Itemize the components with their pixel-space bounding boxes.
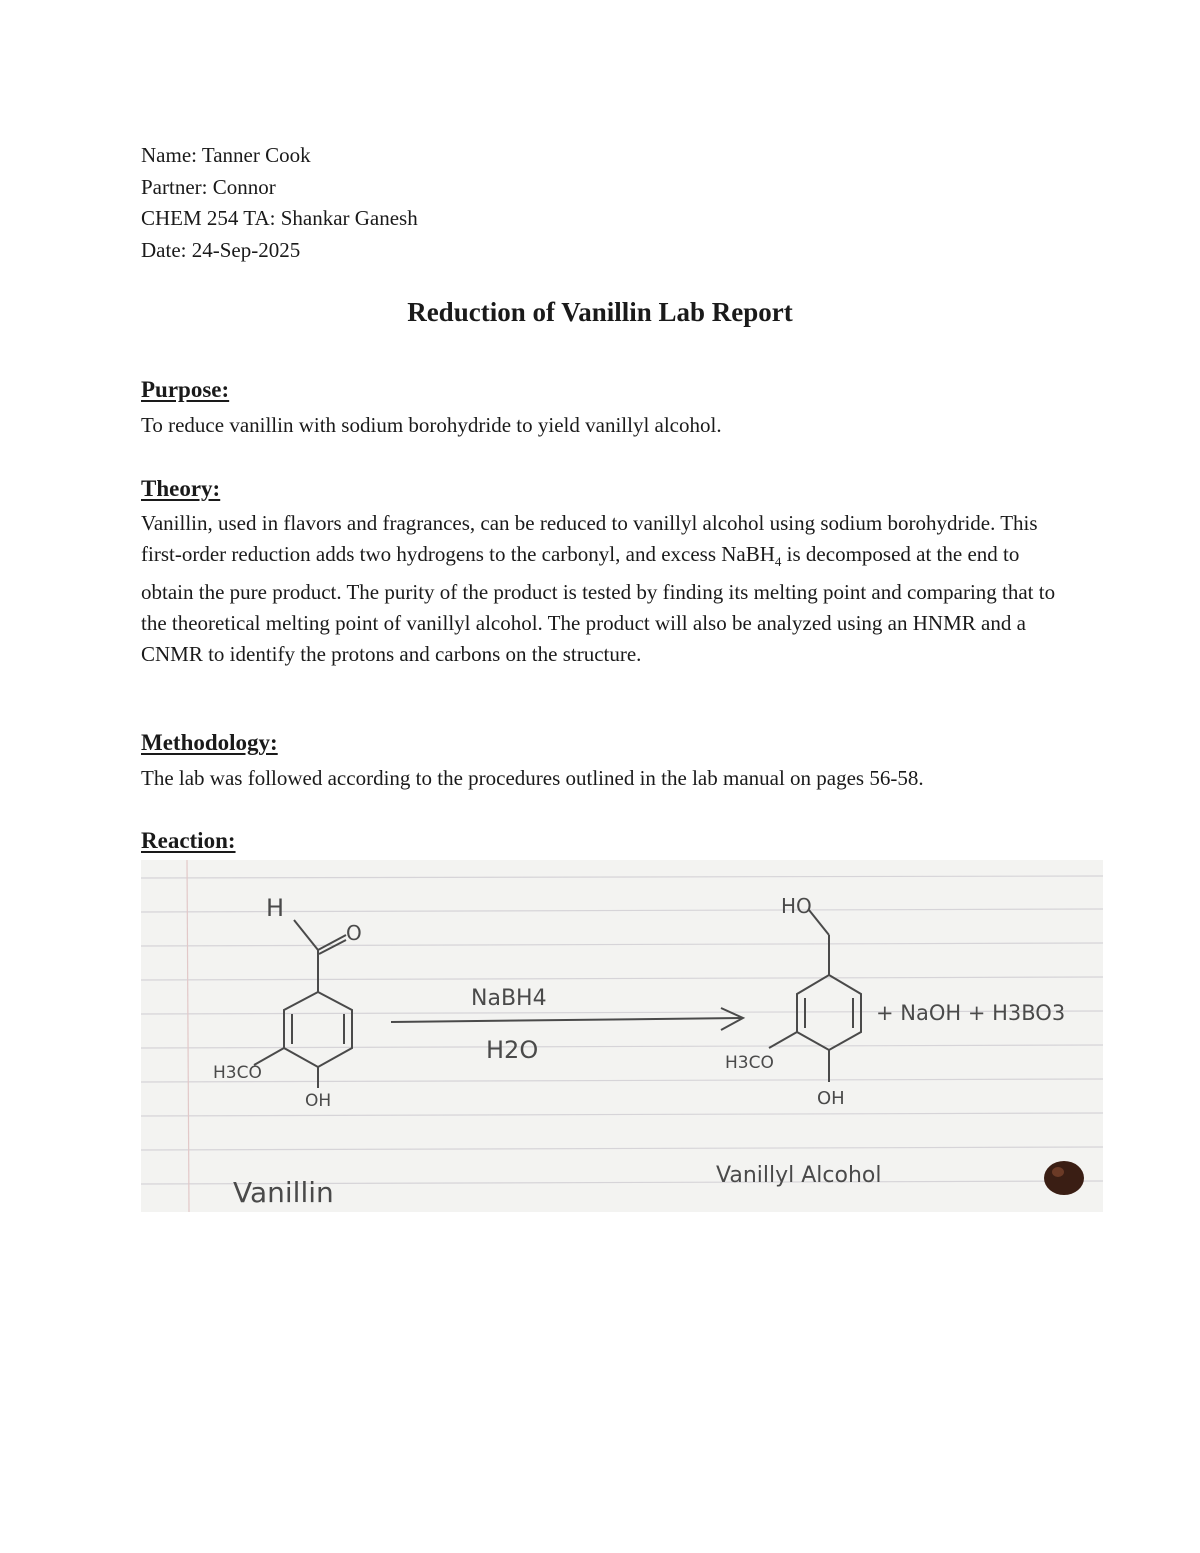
paper-spot-highlight — [1052, 1167, 1064, 1177]
partner-name: Partner: Connor — [141, 174, 276, 199]
reagent-top: NaBH4 — [471, 986, 547, 1011]
vanillin-o-label: O — [346, 921, 362, 945]
header-info — [141, 140, 418, 266]
product-methoxy-label: H3CO — [725, 1053, 774, 1073]
course-ta: CHEM 254 TA: Shankar Ganesh — [141, 206, 418, 230]
student-name: Name: Tanner Cook — [141, 143, 311, 167]
vanillin-methoxy-label: H3CO — [213, 1063, 262, 1083]
reaction-arrow — [391, 1008, 743, 1030]
theory-text-part-b: is decomposed at the end to obtain the pure product. The purity of the product is tested by finding its melting point and comparing that to the theoretical melting point of vanillyl alcohol. The product will also be analyzed using an HNMR and a CNMR to identify the protons and carbons on the structure. — [141, 542, 1056, 667]
methodology-text: The lab was followed according to the procedures outlined in the lab manual on pages 56-58. — [141, 766, 924, 790]
byproducts: + NaOH + H3BO3 — [876, 1001, 1066, 1025]
vanillin-h-label: H — [266, 894, 285, 922]
theory-heading: Theory: — [141, 476, 221, 501]
vanillin-name: Vanillin — [233, 1176, 334, 1209]
purpose-heading: Purpose: — [141, 377, 230, 402]
ruled-lines — [141, 876, 1103, 1184]
product-hydroxyl-top-label: HO — [781, 894, 812, 918]
reaction-scheme — [141, 860, 1103, 1212]
theory-subscript: 4 — [774, 554, 782, 570]
reaction-heading: Reaction: — [141, 828, 236, 853]
theory-text — [141, 508, 1071, 670]
paper-spot — [1044, 1161, 1084, 1195]
reagent-bottom: H2O — [486, 1036, 539, 1064]
vanillyl-alcohol-name: Vanillyl Alcohol — [716, 1163, 882, 1188]
vanillin-hydroxyl-label: OH — [305, 1091, 332, 1111]
methodology-heading: Methodology: — [141, 730, 278, 755]
purpose-text: To reduce vanillin with sodium borohydride to yield vanillyl alcohol. — [141, 413, 722, 437]
vanillyl-alcohol-structure — [769, 910, 861, 1082]
theory-text-part-a: Vanillin, used in flavors and fragrances, can be reduced to vanillyl alcohol using sodium borohydride. This first-order reduction adds two hydrogens to the carbonyl, and excess NaBH — [141, 511, 1038, 566]
reaction-figure — [141, 860, 1103, 1212]
report-date: Date: 24-Sep-2025 — [141, 237, 301, 262]
report-title: Reduction of Vanillin Lab Report — [407, 297, 793, 327]
product-hydroxyl-label: OH — [817, 1088, 845, 1109]
margin-line — [187, 860, 189, 1212]
